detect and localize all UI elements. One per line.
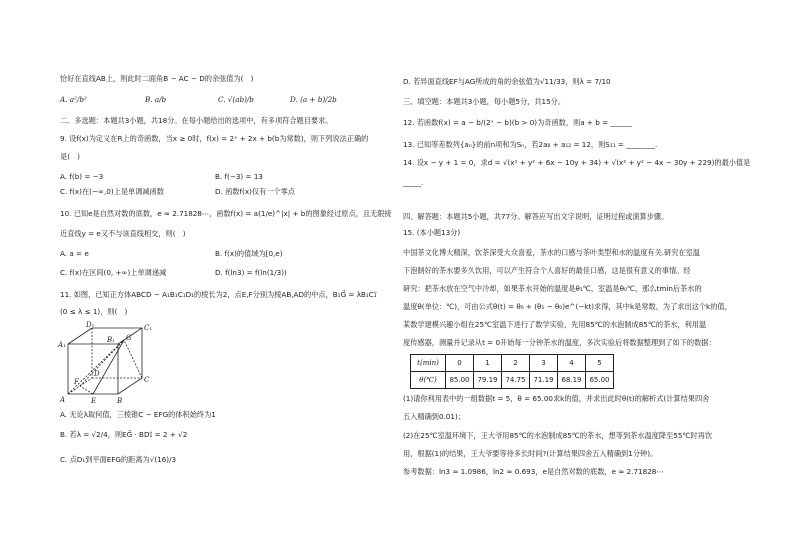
table-cell: 4 xyxy=(558,355,586,372)
q15-part2-line-1: (2)在25℃室温环境下，王大爷用85℃的水泡制成85℃的茶水，想等到茶水温度降至55℃时再饮 xyxy=(403,431,713,440)
cube-label-e: E xyxy=(91,397,97,405)
q10-option-a: A. a = e xyxy=(60,249,89,258)
cube-label-d1: D₁ xyxy=(86,321,95,329)
cube-label-b1: B₁ xyxy=(107,336,115,344)
q9-option-d: D. 函数f(x)仅有一个零点 xyxy=(215,187,295,196)
reference-data: 参考数据：ln3 ≈ 1.0986，ln2 ≈ 0.693，e是自然对数的底数，e ≈ 2.71828⋯ xyxy=(403,467,664,476)
q15-para-line-5: 某数学建模兴趣小组在25℃室温下进行了数学实验，先用85℃的水泡制成85℃的茶水，利用温 xyxy=(403,320,707,329)
table-cell: 5 xyxy=(586,355,614,372)
section-4-heading: 四、解答题：本题共5小题，共77分。解答应写出文字说明，证明过程或演算步骤。 xyxy=(403,212,669,221)
q15-para-line-1: 中国茶文化博大精深，饮茶深受大众喜爱，茶水的口感与茶叶类型和水的温度有关.研究在室温 xyxy=(403,248,700,257)
q15-para-line-4: 温度θ(单位：℃)，可由公式θ(t) = θ₀ + (θ₁ − θ₀)e^(−kt)求得，其中k是常数，为了求出这个k的值， xyxy=(403,302,732,311)
q11-option-a: A. 无论λ取何值，三棱锥C − EFG的体积始终为1 xyxy=(60,410,216,419)
q9-option-b: B. f(−3) = 13 xyxy=(215,172,263,181)
q11-option-b: B. 若λ = √2/4，则EG⃗ · BD₁⃗ = 2 + √2 xyxy=(60,430,188,439)
table-header-t: t(min) xyxy=(411,355,446,372)
q8-option-b: B. a/b xyxy=(145,95,167,104)
section-3-heading: 三、填空题：本题共3小题，每小题5分，共15分。 xyxy=(403,97,566,106)
q10-line-1: 10. 已知e是自然对数的底数，e ≈ 2.71828⋯，函数f(x) = a(1/e)^|x| + b的图象经过原点，且无限接 xyxy=(60,209,392,218)
q11-line-2: (0 ≤ λ ≤ 1)，则( ) xyxy=(60,307,128,316)
q15-part1-line-1: (1)请你利用表中的一组数据t = 5，θ = 65.00求k的值，并求出此时θ(t)的解析式(计算结果四舍 xyxy=(403,394,710,403)
q12: 12. 若函数f(x) = a − b/(2ˣ − b)(b > 0)为奇函数，则a + b = ______ xyxy=(403,118,632,127)
table-cell: 85.00 xyxy=(446,372,474,389)
q10-line-2: 近直线y = e又不与该直线相交，则( ) xyxy=(60,229,186,238)
q9-line-2: 是( ) xyxy=(60,152,80,161)
q15-para-line-3: 研究：把茶水放在空气中冷却，如果茶水开始的温度是θ₁℃，室温是θ₀℃，那么tmin后茶水的 xyxy=(403,284,702,293)
cube-label-a1: A₁ xyxy=(58,341,66,349)
section-2-heading: 二、多选题：本题共3小题，共18分。在每小题给出的选项中，有多项符合题目要求。 xyxy=(60,116,333,125)
table-cell: 68.19 xyxy=(558,372,586,389)
table-cell: 0 xyxy=(446,355,474,372)
table-row xyxy=(411,355,614,372)
q15-part1-line-2: 五入精确到0.01)； xyxy=(403,412,465,421)
table-cell: 71.19 xyxy=(530,372,558,389)
q13: 13. 已知等差数列{aₙ}的前n项和为Sₙ，若2a₈ + a₁₂ = 12，则S₁₁ = ________. xyxy=(403,140,658,149)
q11-option-d: D. 若异面直线EF与AG所成的角的余弦值为√11/33，则λ = 7/10 xyxy=(403,77,611,86)
q8-tail: 恰好在直线AB上，则此时二面角B − AC − D的余弦值为( ) xyxy=(60,74,254,83)
q15-para-line-2: 下泡制好的茶水要多久饮用，可以产生符合个人喜好的最佳口感，这是很有意义的事情。经 xyxy=(403,266,691,275)
table-header-theta: θ(℃) xyxy=(411,372,446,389)
table-cell: 1 xyxy=(474,355,502,372)
q9-line-1: 9. 设f(x)为定义在R上的奇函数，当x ≥ 0时，f(x) = 2ˣ + 2x + b(b为常数)，则下列说法正确的 xyxy=(60,134,369,143)
q8-option-c: C. √(ab)/b xyxy=(218,95,254,104)
q10-option-d: D. f(ln3) = f(ln(1/3)) xyxy=(215,268,287,277)
q15-para-line-6: 度传感器，测量并记录从t = 0开始每一分钟茶水的温度，多次实验后将数据整理到了如下的数据： xyxy=(403,338,716,347)
table-cell: 3 xyxy=(530,355,558,372)
q14-line-1: 14. 设x − y + 1 = 0，求d = √(x² + y² + 6x − 10y + 34) + √(x² + y² − 4x − 30y + 229)的最小值是 xyxy=(403,158,751,167)
q14-line-2: _____. xyxy=(403,178,424,187)
q9-option-c: C. f(x)在(−∞,0)上是单调减函数 xyxy=(60,187,164,196)
cube-label-d: D xyxy=(94,370,100,378)
table-cell: 74.75 xyxy=(502,372,530,389)
q8-option-a: A. a²/b² xyxy=(60,95,87,104)
table-cell: 65.00 xyxy=(586,372,614,389)
table-cell: 79.19 xyxy=(474,372,502,389)
q11-option-c: C. 点D₁到平面EFG的距离为√(16)/3 xyxy=(60,455,177,464)
cube-label-c: C xyxy=(144,376,150,384)
q10-option-b: B. f(x)的值域为[0,e) xyxy=(215,249,283,258)
q8-option-d: D. (a + b)/2b xyxy=(290,95,337,104)
cube-label-f: F xyxy=(74,378,79,386)
cube-label-b: B xyxy=(117,397,123,405)
cube-label-a: A xyxy=(60,396,66,404)
q9-option-a: A. f(b) = −3 xyxy=(60,172,104,181)
q15-part2-line-2: 用，根据(1)的结果，王大爷要等待多长时间?(计算结果四舍五入精确到1分钟)。 xyxy=(403,449,658,458)
cube-label-c1: C₁ xyxy=(144,324,153,332)
q11-line-1: 11. 如图，已知正方体ABCD − A₁B₁C₁D₁的棱长为2，点E,F分别为棱AB,AD的中点，B₁G⃗ = λB₁C₁⃗ xyxy=(60,290,377,299)
data-table xyxy=(410,354,614,389)
cube-figure xyxy=(50,320,170,410)
q10-option-c: C. f(x)在区间(0, +∞)上单调递减 xyxy=(60,268,167,277)
q15-heading: 15. (本小题13分) xyxy=(403,228,461,237)
table-cell: 2 xyxy=(502,355,530,372)
table-row xyxy=(411,372,614,389)
cube-label-g: G xyxy=(126,334,132,342)
